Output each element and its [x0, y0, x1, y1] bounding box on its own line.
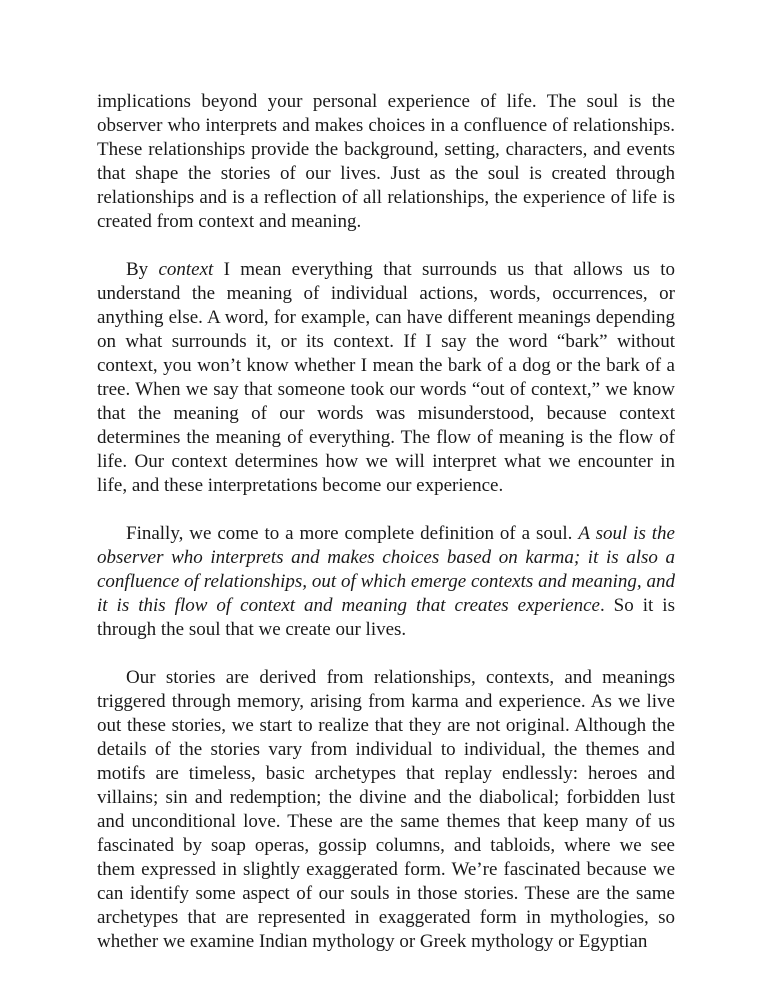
paragraph-3	[97, 522, 675, 642]
paragraph-1-text: implications beyond your personal experience of life. The soul is the observer who interprets and makes choices in a confluence of relationships. These relationships provide the background, setting, characters, and events that shape the stories of our lives. Just as the soul is created through relationships and is a reflection of all relationships, the experience of life is created from context and meaning.	[97, 91, 675, 232]
paragraph-3-text-end: . So it is through the soul that we create our lives.	[97, 595, 675, 640]
paragraph-1	[97, 90, 675, 234]
paragraph-2-text-rest: I mean everything that surrounds us that allows us to understand the meaning of individual actions, words, occurrences, or anything else. A word, for example, can have different meanings depending on what surrounds it, or its context. If I say the word “bark” without context, you won’t know whether I mean the bark of a dog or the bark of a tree. When we say that someone took our words “out of context,” we know that the meaning of our words was misunderstood, because context determines the meaning of everything. The flow of meaning is the flow of life. Our context determines how we will interpret what we encounter in life, and these interpretations become our experience.	[97, 259, 675, 496]
paragraph-3-definition: A soul is the observer who interprets and makes choices based on karma; it is also a confluence of relationships, out of which emerge contexts and meaning, and it is this flow of context and meaning that creates experience	[97, 523, 675, 616]
paragraph-4-text: Our stories are derived from relationships, contexts, and meanings triggered through memory, arising from karma and experience. As we live out these stories, we start to realize that they are not original. Although the details of the stories vary from individual to individual, the themes and motifs are timeless, basic archetypes that replay endlessly: heroes and villains; sin and redemption; the divine and the diabolical; forbidden lust and unconditional love. These are the same themes that keep many of us fascinated by soap operas, gossip columns, and tabloids, where we see them expressed in slightly exaggerated form. We’re fascinated because we can identify some aspect of our souls in those stories. These are the same archetypes that are represented in exaggerated form in mythologies, so whether we examine Indian mythology or Greek mythology or Egyptian	[97, 667, 675, 952]
paragraph-4	[97, 666, 675, 954]
page-body	[97, 90, 675, 954]
paragraph-3-text-start: Finally, we come to a more complete definition of a soul.	[126, 523, 579, 544]
paragraph-2-text-start: By	[126, 259, 159, 280]
paragraph-2-emphasis: context	[158, 259, 214, 280]
paragraph-2	[97, 258, 675, 498]
